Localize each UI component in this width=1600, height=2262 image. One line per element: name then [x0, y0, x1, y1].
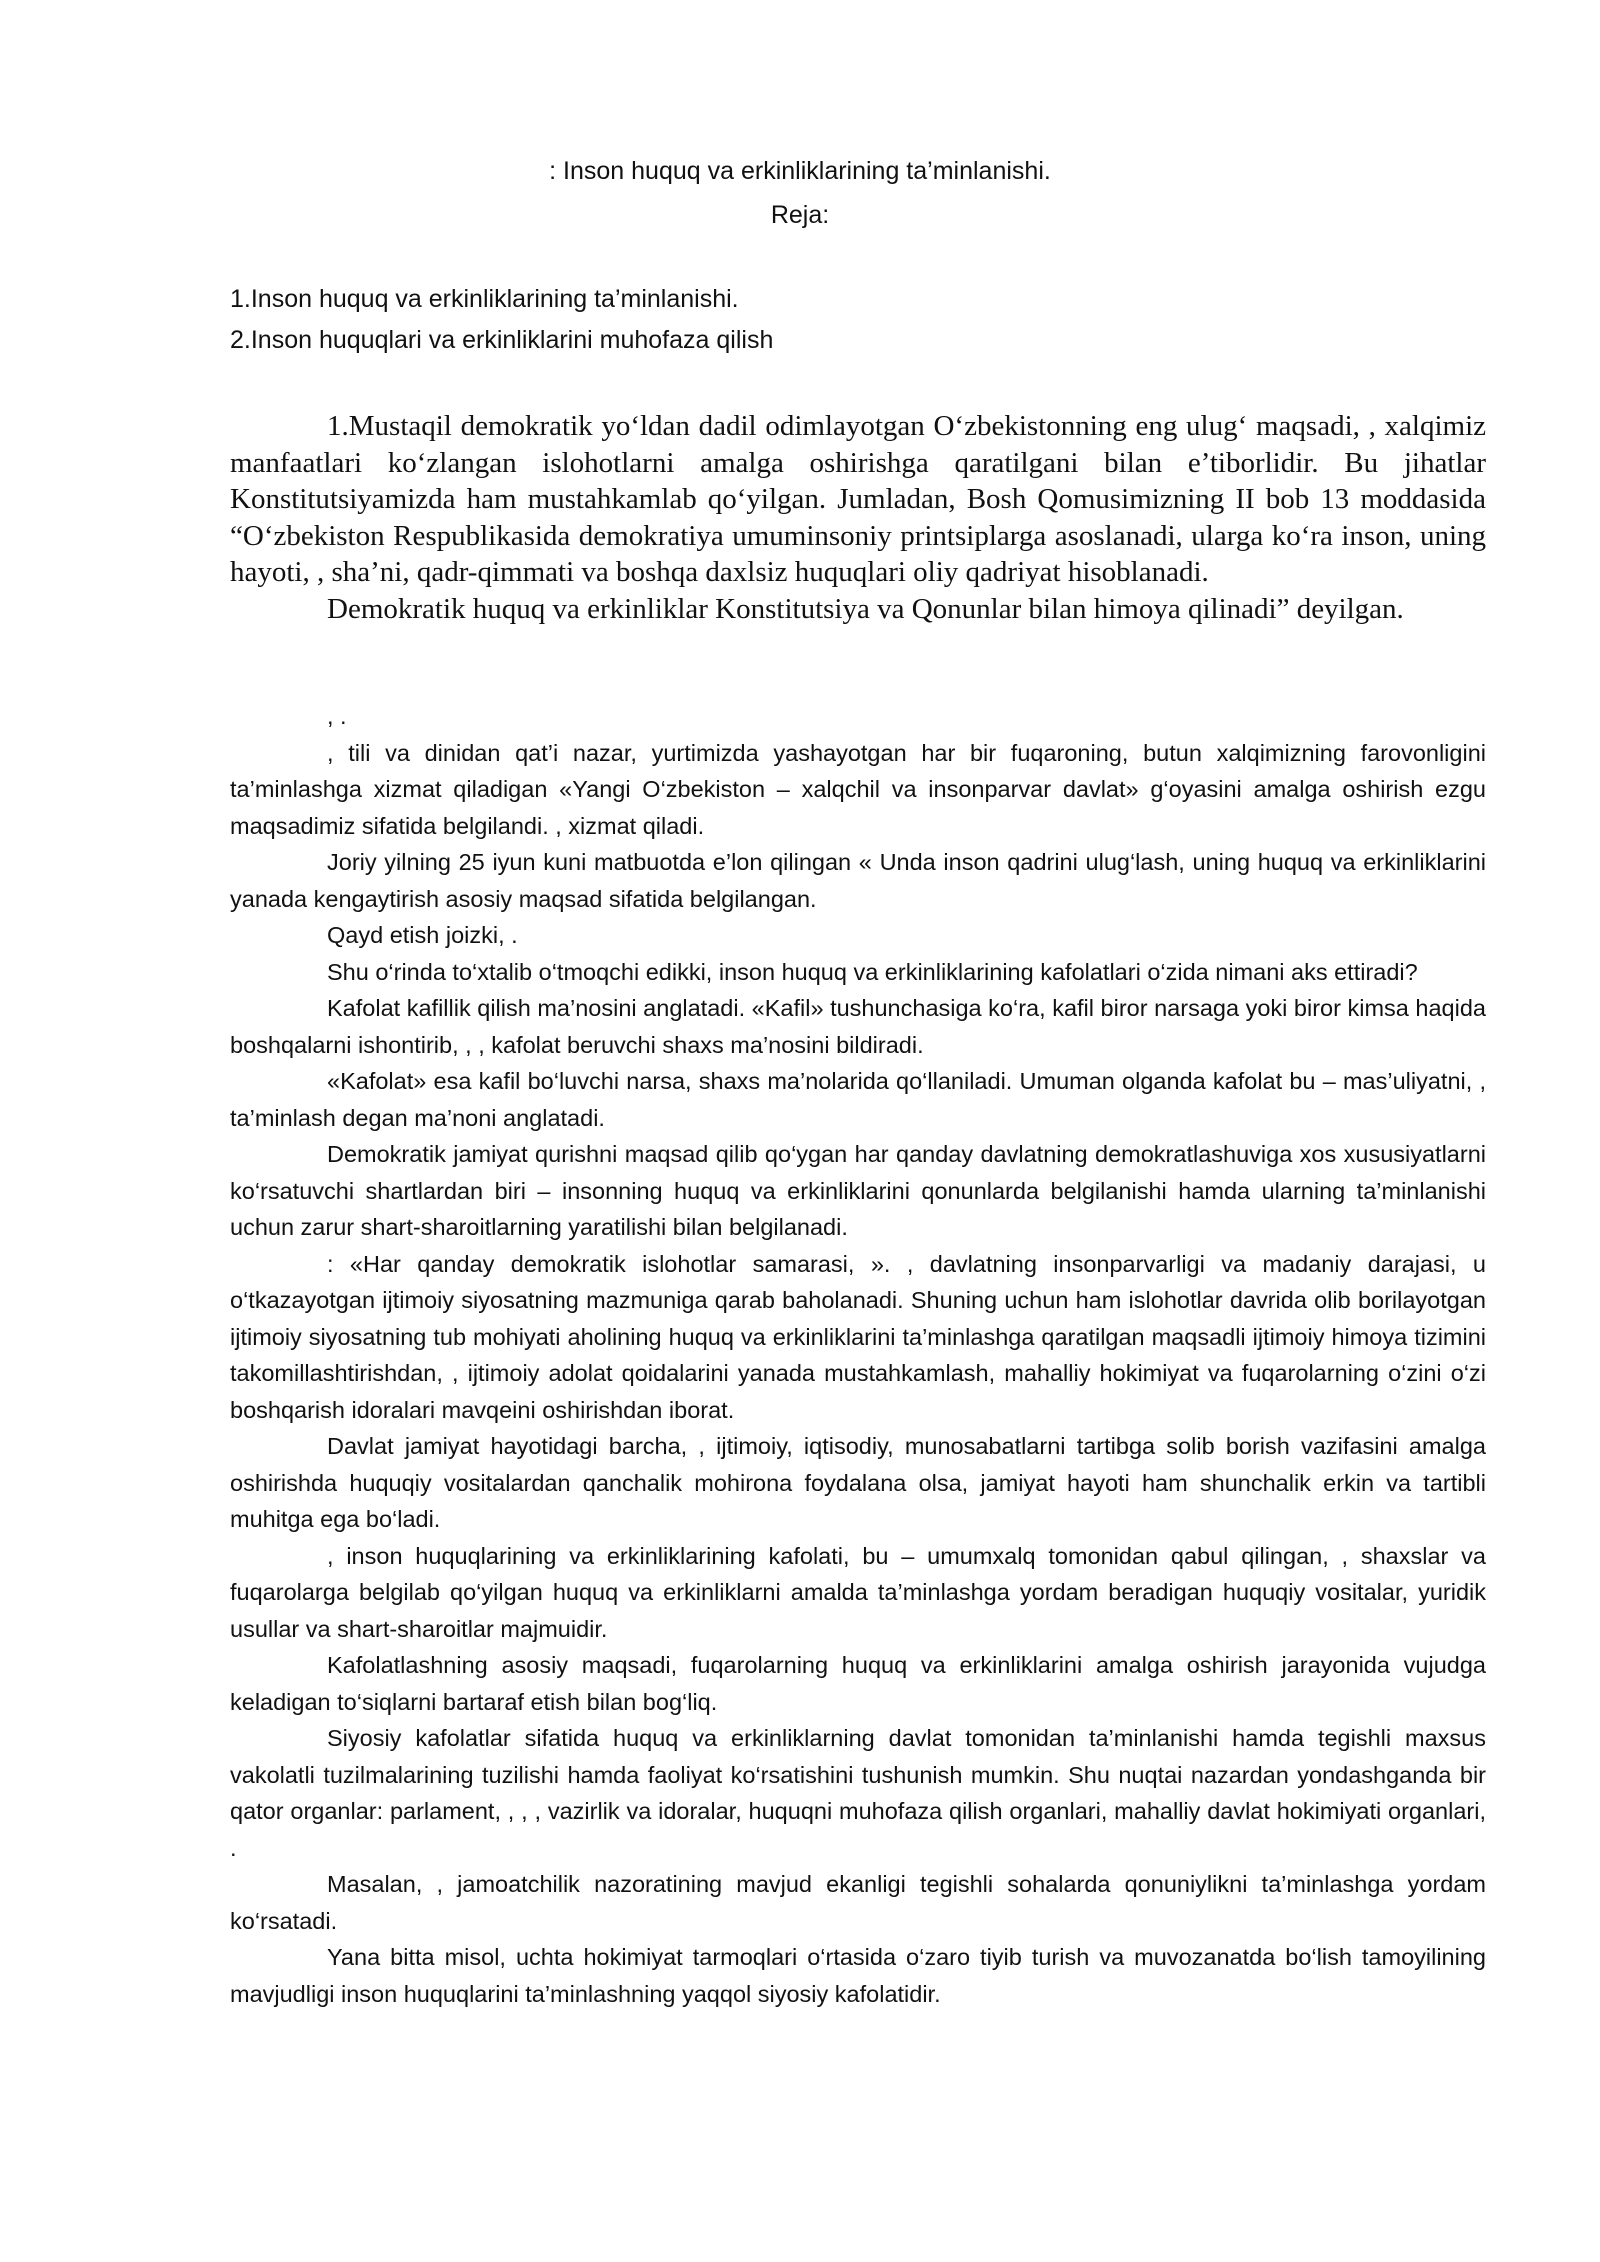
body-paragraph: Demokratik huquq va erkinliklar Konstitutsiya va Qonunlar bilan himoya qilinadi” deyilgan. — [327, 592, 1404, 625]
body-paragraph: Demokratik jamiyat qurishni maqsad qilib qo‘ygan har qanday davlatning demokratlashuviga xos xususiyatlarni ko‘rsatuvchi shartlardan biri – insonning huquq va erkinliklarini qonunlarda belgilanishi hamda ularning ta’minlanishi uchun zarur shart-sharoitlarning yaratilishi bilan belgilanadi. — [230, 1141, 1486, 1240]
body-paragraph: Shu o‘rinda to‘xtalib o‘tmoqchi edikki, inson huquq va erkinliklarining kafolatlari o‘zida nimani aks ettiradi? — [327, 958, 1418, 985]
body-paragraph: , inson huquqlarining va erkinliklarining kafolati, bu – umumxalq tomonidan qabul qilingan, , shaxslar va fuqarolarga belgilab qo‘yilgan huquq va erkinliklarni amalda ta’minlashga yordam beradigan huquqiy vositalar, yuridik usullar va shart-sharoitlar majmuidir. — [230, 1542, 1486, 1642]
plan-heading: Reja: — [770, 201, 830, 229]
plan-item-2: 2.Inson huquqlari va erkinliklarini muhofaza qilish — [230, 326, 774, 354]
body-paragraph: 1.Mustaqil demokratik yo‘ldan dadil odimlayotgan O‘zbekistonning eng ulug‘ maqsadi, , xalqimiz manfaatlari ko‘zlangan islohotlarni amalga oshirishga qaratilgani bilan e’tiborlidir. Bu jihatlar Konstitutsiyamizda ham mustahkamlab qo‘yilgan. Jumladan, Bosh Qomusimizning II bob 13 moddasida “O‘zbekiston Respublikasida demokratiya umuminsoniy printsiplarga asoslanadi, ularga ko‘ra inson, uning hayoti, , sha’ni, qadr-qimmati va boshqa daxlsiz huquqlari oliy qadriyat hisoblanadi. — [230, 410, 1486, 588]
body-paragraph: , . — [327, 703, 347, 729]
body-paragraph: : «Har qanday demokratik islohotlar samarasi, ». , davlatning insonparvarligi va madaniy darajasi, u o‘tkazayotgan ijtimoiy siyosatning mazmuniga qarab baholanadi. Shuning uchun ham islohotlar davrida olib borilayotgan ijtimoiy siyosatning tub mohiyati aholining huquq va erkinliklarini ta’minlashga qaratilgan maqsadli ijtimoiy himoya tizimini takomillashtirishdan, , ijtimoiy adolat qoidalarini yanada mustahkamlash, mahalliy hokimiyat va fuqarolarning o‘zini o‘zi boshqarish idoralari mavqeini oshirishdan iborat. — [230, 1250, 1486, 1423]
body-paragraph: Siyosiy kafolatlar sifatida huquq va erkinliklarning davlat tomonidan ta’minlanishi hamda tegishli maxsus vakolatli tuzilmalarining tuzilishi hamda faoliyat ko‘rsatishini tushunish mumkin. Shu nuqtai nazardan yondashganda bir qator organlar: parlament, , , , vazirlik va idoralar, huquqni muhofaza qilish organlari, mahalliy davlat hokimiyati organlari, . — [230, 1725, 1486, 1861]
sans-body — [230, 698, 1486, 2012]
body-paragraph: Kafolat kafillik qilish ma’nosini anglatadi. «Kafil» tushunchasiga ko‘ra, kafil biror narsaga yoki biror kimsa haqida boshqalarni ishontirib, , , kafolat beruvchi shaxs ma’nosini bildiradi. — [230, 995, 1486, 1058]
body-paragraph: Yana bitta misol, uchta hokimiyat tarmoqlari o‘rtasida o‘zaro tiyib turish va muvozanatda bo‘lish tamoyilining mavjudligi inson huquqlarini ta’minlashning yaqqol siyosiy kafolatidir. — [230, 1944, 1486, 2007]
body-paragraph: Joriy yilning 25 iyun kuni matbuotda e’lon qilingan « Unda inson qadrini ulug‘lash, uning huquq va erkinliklarini yanada kengaytirish asosiy maqsad sifatida belgilangan. — [230, 849, 1486, 912]
body-paragraph: Davlat jamiyat hayotidagi barcha, , ijtimoiy, iqtisodiy, munosabatlarni tartibga solib borish vazifasini amalga oshirishda huquqiy vositalardan qanchalik mohirona foydalana olsa, jamiyat hayoti ham shunchalik erkin va tartibli muhitga ega bo‘ladi. — [230, 1433, 1486, 1532]
body-paragraph: Masalan, , jamoatchilik nazoratining mavjud ekanligi tegishli sohalarda qonuniylikni ta’minlashga yordam ko‘rsatadi. — [230, 1871, 1486, 1934]
body-paragraph: Qayd etish joizki, . — [327, 922, 518, 948]
serif-body — [230, 408, 1486, 627]
body-paragraph: «Kafolat» esa kafil bo‘luvchi narsa, shaxs ma’nolarida qo‘llaniladi. Umuman olganda kafolat bu – mas’uliyatni, , ta’minlash degan ma’noni anglatadi. — [230, 1068, 1486, 1131]
plan-item-1: 1.Inson huquq va erkinliklarining ta’minlanishi. — [230, 285, 739, 313]
document-title: : Inson huquq va erkinliklarining ta’minlanishi. — [549, 157, 1051, 185]
body-paragraph: , tili va dinidan qat’i nazar, yurtimizda yashayotgan har bir fuqaroning, butun xalqimizning farovonligini ta’minlashga xizmat qiladigan «Yangi O‘zbekiston – xalqchil va insonparvar davlat» g‘oyasini amalga oshirish ezgu maqsadimiz sifatida belgilandi. , xizmat qiladi. — [230, 739, 1486, 839]
body-paragraph: Kafolatlashning asosiy maqsadi, fuqarolarning huquq va erkinliklarini amalga oshirish jarayonida vujudga keladigan to‘siqlarni bartaraf etish bilan bog‘liq. — [230, 1652, 1486, 1715]
